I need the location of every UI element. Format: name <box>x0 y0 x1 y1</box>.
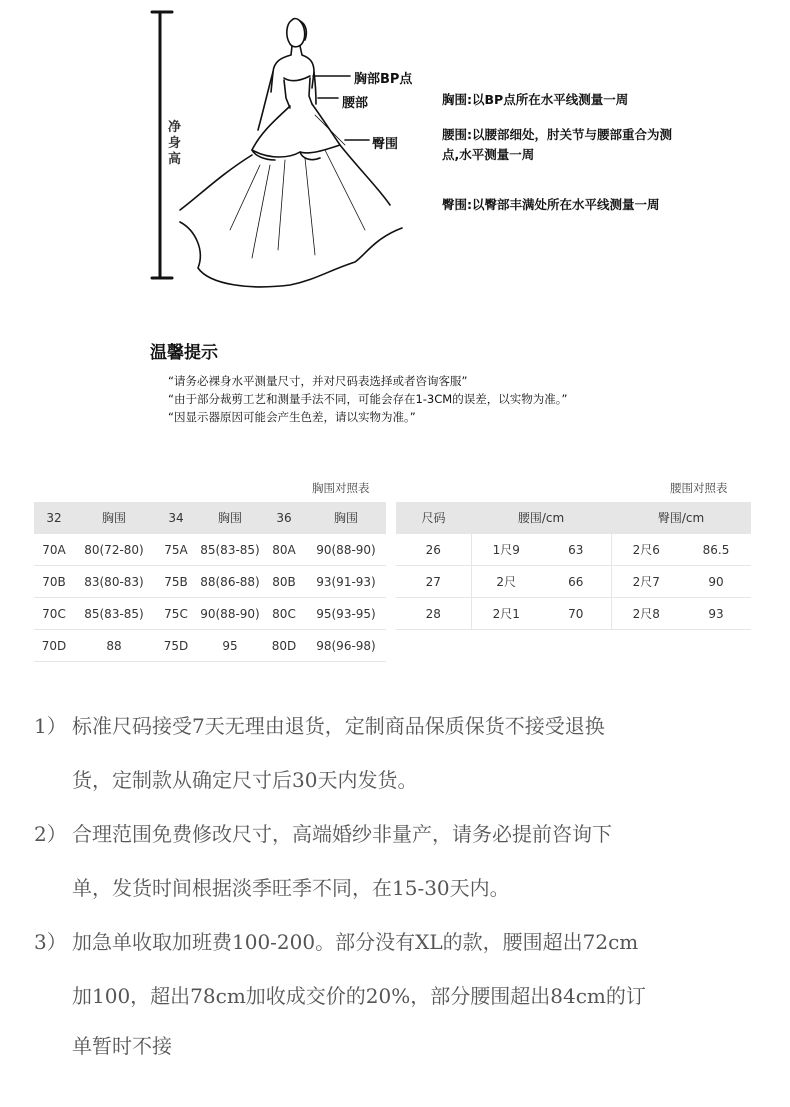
note-number: 2） <box>34 822 67 846</box>
table-cell: 95 <box>198 630 262 662</box>
table-header-row <box>396 502 751 534</box>
table-cell: 93(91-93) <box>306 566 386 598</box>
table-cell: 63 <box>541 534 611 566</box>
header-cell: 尺码 <box>396 502 471 534</box>
table-cell: 80(72-80) <box>74 534 154 566</box>
table-cell: 98(96-98) <box>306 630 386 662</box>
table-row <box>396 598 751 630</box>
note-text: 加急单收取加班费100-200。部分没有XL的款，腰围超出72cm <box>72 930 639 954</box>
table-row <box>396 566 751 598</box>
table-cell: 85(83-85) <box>198 534 262 566</box>
hip-definition: 臀围:以臀部丰满处所在水平线测量一周 <box>442 197 660 212</box>
tip-line: “因显示器原因可能会产生色差，请以实物为准。” <box>168 410 416 424</box>
note-3-line-3 <box>34 1030 172 1059</box>
table-cell: 70C <box>34 598 74 630</box>
note-2-line-2 <box>34 872 510 901</box>
table-row <box>34 534 386 566</box>
bust-point-label: 胸部BP点 <box>354 72 413 87</box>
table-cell: 85(83-85) <box>74 598 154 630</box>
tip-line: “请务必裸身水平测量尺寸，并对尺码表选择或者咨询客服” <box>168 374 468 388</box>
table-cell: 86.5 <box>681 534 751 566</box>
note-2-line-1 <box>34 818 612 847</box>
table-cell: 95(93-95) <box>306 598 386 630</box>
table-row <box>34 598 386 630</box>
header-cell: 胸围 <box>306 502 386 534</box>
note-text: 单暂时不接 <box>72 1034 172 1058</box>
bust-size-table <box>34 502 386 662</box>
waist-hip-size-table <box>396 502 751 630</box>
tips-title: 温馨提示 <box>150 343 218 363</box>
table-row <box>34 566 386 598</box>
table-cell: 80D <box>262 630 306 662</box>
table-cell: 80A <box>262 534 306 566</box>
table-cell: 2尺 <box>471 566 541 598</box>
note-3-line-1 <box>34 926 638 955</box>
table-cell: 2尺1 <box>471 598 541 630</box>
table-row <box>396 534 751 566</box>
table-cell: 88 <box>74 630 154 662</box>
table-cell: 90(88-90) <box>306 534 386 566</box>
table-header-row <box>34 502 386 534</box>
note-number: 1） <box>34 714 67 738</box>
waist-definition-line1: 腰围:以腰部细处，肘关节与腰部重合为测 <box>442 127 672 142</box>
hip-label: 臀围 <box>372 137 399 152</box>
note-text: 合理范围免费修改尺寸，高端婚纱非量产，请务必提前咨询下 <box>72 822 612 846</box>
bust-table-caption: 胸围对照表 <box>312 481 370 495</box>
table-cell: 1尺9 <box>471 534 541 566</box>
table-cell: 2尺7 <box>611 566 681 598</box>
table-cell: 28 <box>396 598 471 630</box>
table-cell: 88(86-88) <box>198 566 262 598</box>
table-cell: 80B <box>262 566 306 598</box>
table-cell: 75C <box>154 598 198 630</box>
table-cell: 75D <box>154 630 198 662</box>
height-label: 净身高 <box>168 120 182 167</box>
note-1-line-2 <box>34 764 417 793</box>
tip-line: “由于部分裁剪工艺和测量手法不同，可能会存在1-3CM的误差，以实物为准。” <box>168 392 568 406</box>
table-cell: 90(88-90) <box>198 598 262 630</box>
note-1-line-1 <box>34 710 605 739</box>
bust-definition: 胸围:以BP点所在水平线测量一周 <box>442 92 629 107</box>
note-text: 货，定制款从确定尺寸后30天内发货。 <box>72 768 418 792</box>
waist-definition-line2: 点,水平测量一周 <box>442 147 535 162</box>
table-cell: 75A <box>154 534 198 566</box>
wedding-dress-illustration <box>140 0 470 290</box>
header-cell: 臀围/cm <box>611 502 751 534</box>
table-cell: 66 <box>541 566 611 598</box>
waist-label: 腰部 <box>342 96 369 111</box>
note-text: 单，发货时间根据淡季旺季不同，在15-30天内。 <box>72 876 510 900</box>
table-cell: 75B <box>154 566 198 598</box>
header-cell: 胸围 <box>74 502 154 534</box>
note-text: 标准尺码接受7天无理由退货，定制商品保质保货不接受退换 <box>72 714 605 738</box>
header-cell: 34 <box>154 502 198 534</box>
note-3-line-2 <box>34 980 646 1009</box>
table-cell: 26 <box>396 534 471 566</box>
table-cell: 70D <box>34 630 74 662</box>
table-cell: 70B <box>34 566 74 598</box>
table-cell: 2尺8 <box>611 598 681 630</box>
header-cell: 36 <box>262 502 306 534</box>
header-cell: 32 <box>34 502 74 534</box>
header-cell: 胸围 <box>198 502 262 534</box>
table-cell: 27 <box>396 566 471 598</box>
table-cell: 70A <box>34 534 74 566</box>
table-cell: 80C <box>262 598 306 630</box>
table-cell: 2尺6 <box>611 534 681 566</box>
table-row <box>34 630 386 662</box>
waist-table-caption: 腰围对照表 <box>670 481 728 495</box>
table-cell: 90 <box>681 566 751 598</box>
table-cell: 83(80-83) <box>74 566 154 598</box>
header-cell: 腰围/cm <box>471 502 611 534</box>
note-number: 3） <box>34 930 67 954</box>
note-text: 加100，超出78cm加收成交价的20%，部分腰围超出84cm的订 <box>72 984 646 1008</box>
table-cell: 70 <box>541 598 611 630</box>
table-cell: 93 <box>681 598 751 630</box>
